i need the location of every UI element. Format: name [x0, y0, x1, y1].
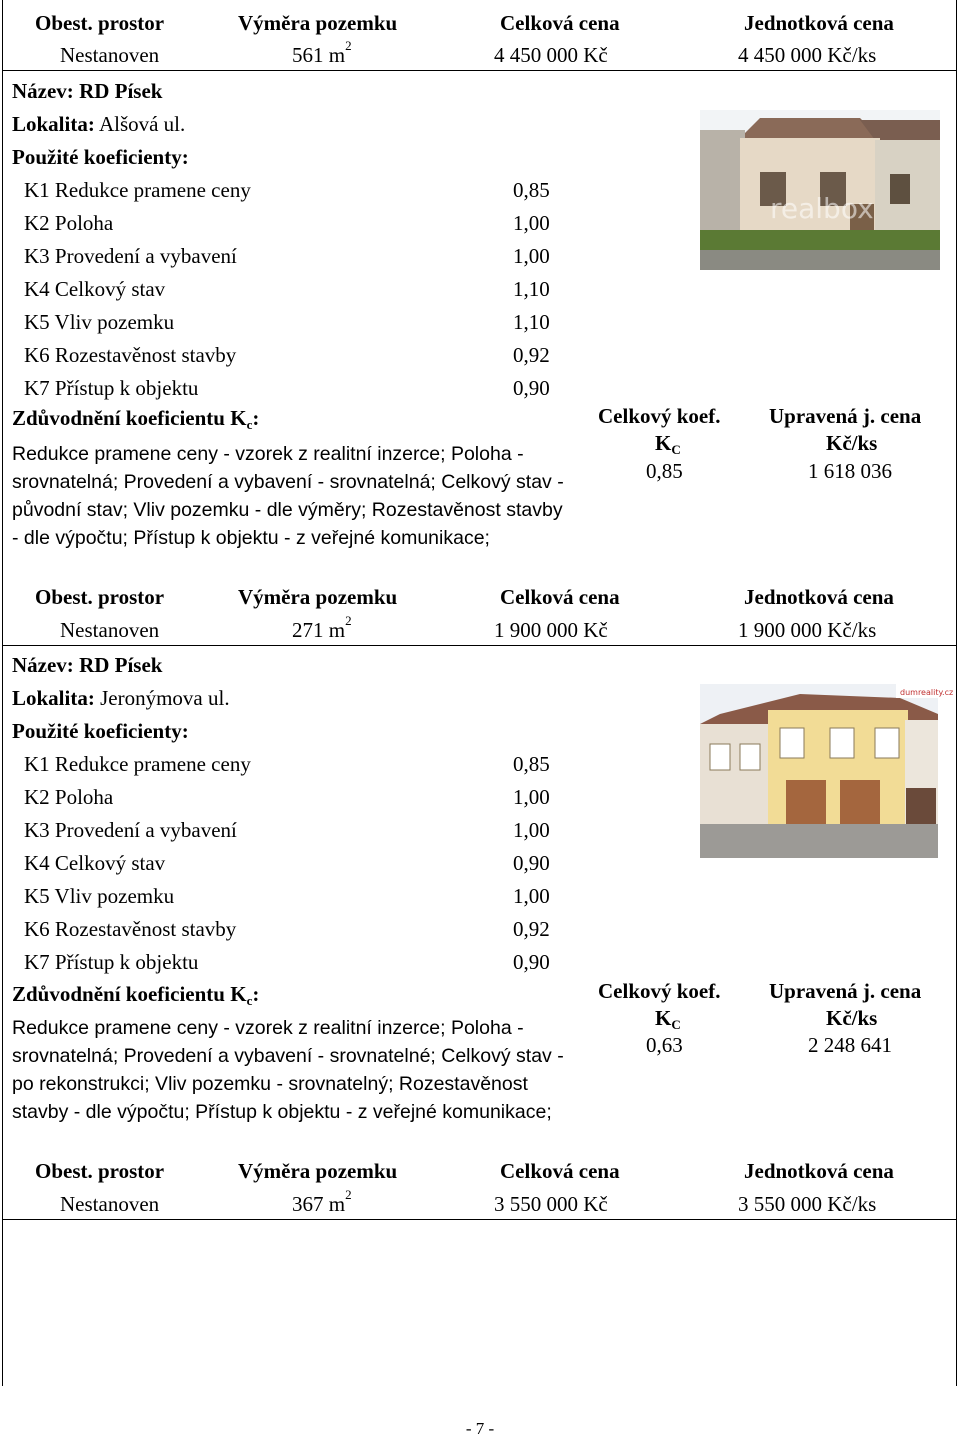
adjusted-price-label: Upravená j. cena: [769, 979, 922, 1003]
coef-value: 1,10: [513, 277, 550, 301]
summary-unit-price: 3 550 000 Kč/ks: [738, 1192, 877, 1216]
divider: [2, 1219, 957, 1220]
justification-heading: Zdůvodnění koeficientu $K_c$:: [12, 406, 260, 432]
total-coef-value: 0,63: [646, 1033, 683, 1057]
header-area: Výměra pozemku: [238, 585, 398, 609]
coef-value: 0,90: [513, 851, 550, 875]
header-location: Obest. prostor: [35, 1159, 165, 1183]
page-frame-left: [2, 0, 3, 1386]
coef-label: K3 Provedení a vybavení: [24, 818, 237, 842]
coef-label: K3 Provedení a vybavení: [24, 244, 237, 268]
adjusted-price-value: 2 248 641: [808, 1033, 892, 1057]
header-area: Výměra pozemku: [238, 1159, 398, 1183]
summary-location: Nestanoven: [60, 618, 160, 642]
page-number: - 7 -: [465, 1419, 495, 1438]
adjusted-price-label: Upravená j. cena: [769, 404, 922, 428]
summary-unit-price: 1 900 000 Kč/ks: [738, 618, 877, 642]
coef-label: K2 Poloha: [24, 785, 114, 809]
coef-label: K7 Přístup k objektu: [24, 950, 199, 974]
header-unit-price: Jednotková cena: [744, 11, 894, 35]
coef-value: 1,00: [513, 211, 550, 235]
property-photo: [700, 684, 954, 858]
divider: [2, 645, 957, 646]
header-unit-price: Jednotková cena: [744, 1159, 894, 1183]
coef-label: K4 Celkový stav: [24, 277, 166, 301]
adjusted-price-unit: Kč/ks: [826, 1006, 878, 1030]
summary-total-price: 4 450 000 Kč: [494, 43, 608, 67]
justification-text: Redukce pramene ceny - vzorek z realitní inzerce; Poloha - srovnatelná; Provedení a vybavení - srovnatelné; Celkový stav - po rekonstrukci; Vliv pozemku - srovnatelný; Rozestavěnost stavby - dle výpočtu; Přístup k objektu - z veřejné komunikace;: [12, 1017, 564, 1123]
record-name: Název: RD Písek: [12, 653, 163, 677]
photo-watermark: dumreality.cz: [900, 688, 954, 697]
coef-value: 1,00: [513, 818, 550, 842]
header-unit-price: Jednotková cena: [744, 585, 894, 609]
header-area: Výměra pozemku: [238, 11, 398, 35]
coefs-heading: Použité koeficienty:: [12, 719, 189, 743]
page-frame-right: [956, 0, 957, 1386]
adjusted-price-unit: Kč/ks: [826, 431, 878, 455]
coef-label: K5 Vliv pozemku: [24, 310, 175, 334]
header-total-price: Celková cena: [500, 11, 620, 35]
coef-value: 0,85: [513, 752, 550, 776]
house-photo-image: [700, 684, 954, 858]
coef-value: 0,92: [513, 917, 550, 941]
record-locality: Lokalita: Alšová ul.: [12, 112, 186, 136]
record-locality: Lokalita: Jeronýmova ul.: [12, 686, 230, 710]
justification-heading: Zdůvodnění koeficientu $K_c$:: [12, 982, 260, 1008]
summary-area: 561 $m^2$: [292, 38, 352, 67]
coef-label: K4 Celkový stav: [24, 851, 166, 875]
coef-value: 1,00: [513, 244, 550, 268]
header-location: Obest. prostor: [35, 585, 165, 609]
divider: [2, 70, 957, 71]
summary-area: 271 $m^2$: [292, 613, 352, 642]
coef-label: K1 Redukce pramene ceny: [24, 178, 251, 202]
total-coef-symbol: $K_C$: [655, 431, 681, 457]
coef-label: K5 Vliv pozemku: [24, 884, 175, 908]
coef-value: 0,90: [513, 950, 550, 974]
summary-unit-price: 4 450 000 Kč/ks: [738, 43, 877, 67]
coef-value: 1,10: [513, 310, 550, 334]
adjusted-price-value: 1 618 036: [808, 459, 892, 483]
coef-label: K2 Poloha: [24, 211, 114, 235]
coef-value: 0,85: [513, 178, 550, 202]
coef-label: K7 Přístup k objektu: [24, 376, 199, 400]
summary-location: Nestanoven: [60, 43, 160, 67]
coef-label: K6 Rozestavěnost stavby: [24, 343, 237, 367]
house-photo-image: [700, 110, 940, 270]
header-total-price: Celková cena: [500, 1159, 620, 1183]
total-coef-label: Celkový koef.: [598, 979, 721, 1003]
coef-value: 1,00: [513, 785, 550, 809]
summary-total-price: 3 550 000 Kč: [494, 1192, 608, 1216]
record-name: Název: RD Písek: [12, 79, 163, 103]
coef-label: K1 Redukce pramene ceny: [24, 752, 251, 776]
property-photo: [700, 110, 940, 270]
total-coef-value: 0,85: [646, 459, 683, 483]
summary-location: Nestanoven: [60, 1192, 160, 1216]
total-coef-symbol: $K_C$: [655, 1006, 681, 1032]
total-coef-label: Celkový koef.: [598, 404, 721, 428]
summary-total-price: 1 900 000 Kč: [494, 618, 608, 642]
coef-value: 0,90: [513, 376, 550, 400]
coef-label: K6 Rozestavěnost stavby: [24, 917, 237, 941]
coef-value: 0,92: [513, 343, 550, 367]
summary-area: 367 $m^2$: [292, 1187, 352, 1216]
coef-value: 1,00: [513, 884, 550, 908]
coefs-heading: Použité koeficienty:: [12, 145, 189, 169]
justification-text: Redukce pramene ceny - vzorek z realitní inzerce; Poloha - srovnatelná; Provedení a vybavení - srovnatelná; Celkový stav - původní stav; Vliv pozemku - dle výměry; Rozestavěnost stavby - dle výpočtu; Přístup k objektu - z veřejné komunikace;: [12, 443, 564, 549]
photo-watermark: realbox: [770, 192, 874, 225]
header-total-price: Celková cena: [500, 585, 620, 609]
header-location: Obest. prostor: [35, 11, 165, 35]
